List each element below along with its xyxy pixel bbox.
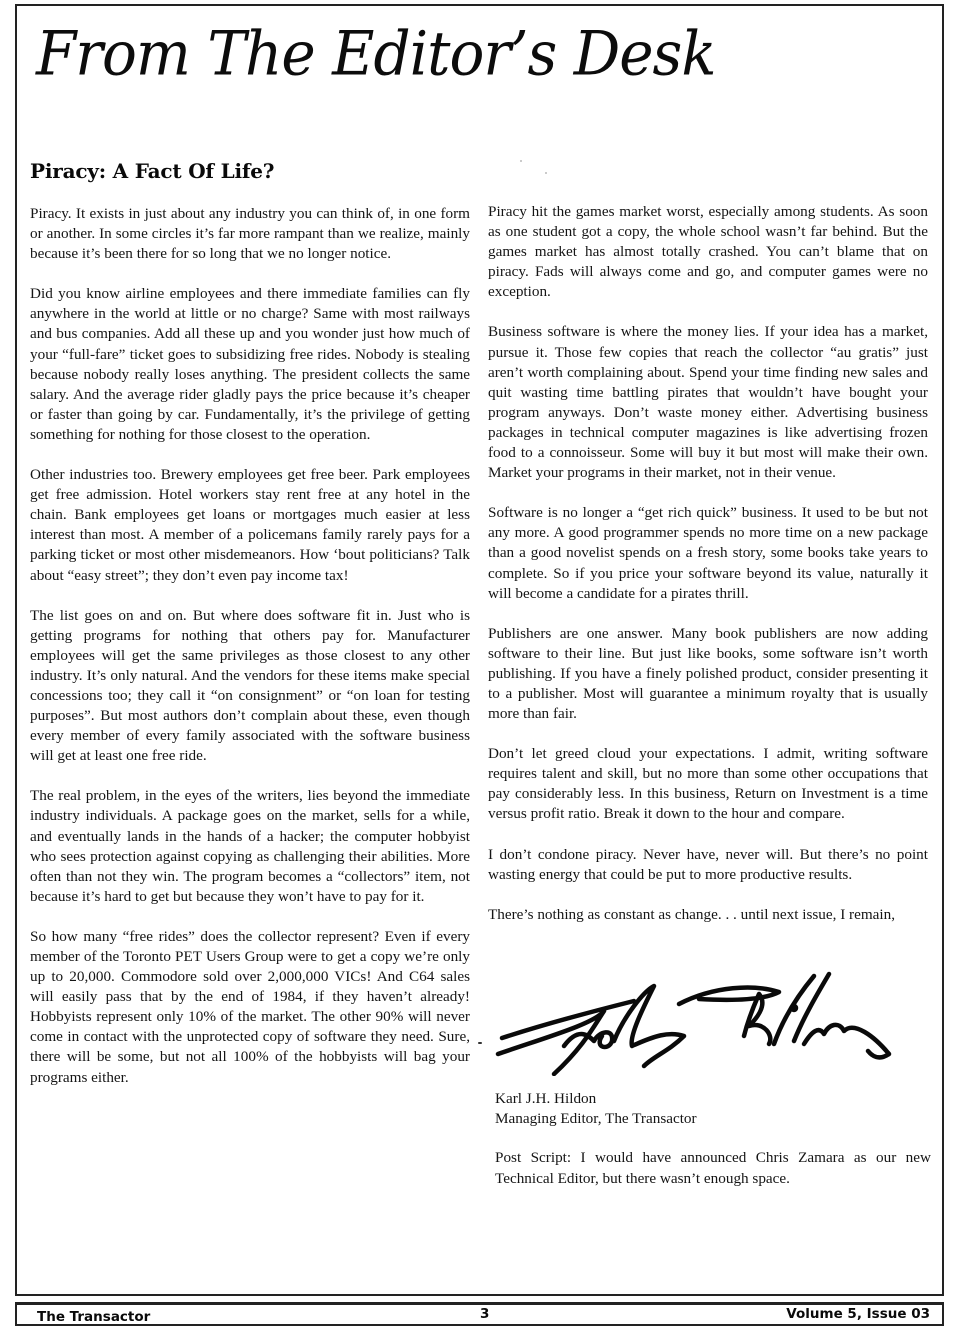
author-role: Managing Editor, The Transactor [495, 1110, 697, 1127]
paragraph: Software is no longer a “get rich quick” business. It used to be but not any more. A good programmer spends no more time on a new package than a good novelist spends on a fresh story, some books take years to complete. So if you price your software beyond its value, naturally it will become a candidate for a pirates thrill. [488, 504, 928, 602]
closing-line: There’s nothing as constant as change. . . until next issue, I remain, [488, 905, 896, 923]
article-title: Piracy: A Fact Of Life? [30, 159, 275, 183]
paragraph: Business software is where the money lies. If your idea has a market, pursue it. Those few copies that reach the collector “au gratis” just aren’t worth complaining about. Spend your time finding new sales and quit wasting time battling pirates that wouldn’t have bought your program anyways. Don’t waste money either. Advertising business packages in technical computer magazines is like advertising frozen food to a connoisseur. Some will buy it but most will make their own. Market your programs in their market, not in their venue. [488, 323, 928, 482]
left-column [30, 204, 470, 1088]
footer-publication: The Transactor [37, 1309, 151, 1325]
paragraph: I don’t condone piracy. Never have, never will. But there’s no point wasting energy that could be put to more productive results. [488, 845, 928, 883]
paragraph: Piracy hit the games market worst, especially among students. As soon as one student got a copy, the whole school wasn’t far behind. But the games market has almost totally crashed. You can’t blame that on piracy. Fads will always come and go, and computer games were no exception. [488, 203, 928, 301]
postscript: Post Script: I would have announced Chris Zamara as our new Technical Editor, but there wasn’t enough space. [495, 1149, 931, 1187]
author-name: Karl J.H. Hildon [495, 1090, 597, 1107]
footer-issue: Volume 5, Issue 03 [786, 1306, 930, 1322]
page-footer [15, 1302, 944, 1326]
paragraph: The list goes on and on. But where does software fit in. Just who is getting programs for nothing that others pay for. Manufacturer employees will get the same privileges as those closest to any other industry. It’s only natural. And the vendors for these items make special concessions too; they call it “on consignment” or “on loan for testing purposes”. But most authors don’t complain about these, even though every member of every family associated with the software business will get at least one free ride. [30, 606, 470, 765]
paragraph: Piracy. It exists in just about any industry you can think of, in one form or another. In some circles it’s far more rampant than we realize, mainly because it’s been there for so long that we no longer notice. [30, 205, 470, 263]
paragraph: Other industries too. Brewery employees get free beer. Park employees get free admission. Hotel workers stay rent free at any hotel in the chain. Bank employees get loans or mortgages much easier at less interest than most. A member of a policemans family rarely pays for a parking ticket or most other misdemeanors. How ‘bout politicians? Talk about “easy street”; they don’t even pay income tax! [30, 466, 470, 584]
scan-speck [520, 160, 522, 162]
scan-speck [545, 172, 547, 174]
footer-page-number: 3 [480, 1306, 490, 1322]
paragraph: Don’t let greed cloud your expectations. I admit, writing software requires talent and skill, but no more than some other occupations that pay considerably less. In this business, Return on Investment is a time versus profit ratio. Break it down to the hour and compare. [488, 745, 928, 823]
signoff-block [495, 1089, 697, 1129]
signature-icon [494, 966, 894, 1076]
paragraph: The real problem, in the eyes of the writers, lies beyond the immediate industry individuals. A package goes on the market, sells for a while, and eventually lands in the hands of a hacker; the computer hobbyist who sees protection against copying as challenging their abilities. More often than not they win. The program becomes a “collectors” item, not because it’s hard to get but because they won’t have to pay for it. [30, 787, 470, 905]
paragraph: So how many “free rides” does the collector represent? Even if every member of the Toronto PET Users Group were to get a copy we’re only up to 20,000. Commodore sold over 2,000,000 VICs! And C64 sales will easily pass that by the end of 1984, if they haven’t already! Hobbyists represent only 10% of the market. The other 90% will never come in contact with the unprotected copy of software they need. Sure, there will be some, but not all 100% of the hobbyists will bag your programs either. [30, 927, 470, 1086]
paragraph: Publishers are one answer. Many book publishers are now adding software to their line. But just like books, some software isn’t worth publishing. If you have a finely polished product, consider presenting it to a publisher. Most will guarantee a minimum royalty that is usually more than fair. [488, 624, 928, 723]
scan-speck [478, 1042, 482, 1044]
masthead-title: From The Editor’s Desk [36, 18, 716, 90]
right-column [488, 202, 928, 925]
paragraph: Did you know airline employees and there immediate families can fly anywhere in the world at little or no charge? Same with most railways and bus companies. Add all these up and you wonder just how much of your “full-fare” ticket goes to subsidizing free rides. Nobody is stealing because nobody really loses anything. The president collects the same salary. And the average rider gladly pays the price because it’s cheaper or faster than going by car. Fundamentally, it’s the privilege of getting something for nothing for those closest to the operation. [30, 285, 470, 443]
